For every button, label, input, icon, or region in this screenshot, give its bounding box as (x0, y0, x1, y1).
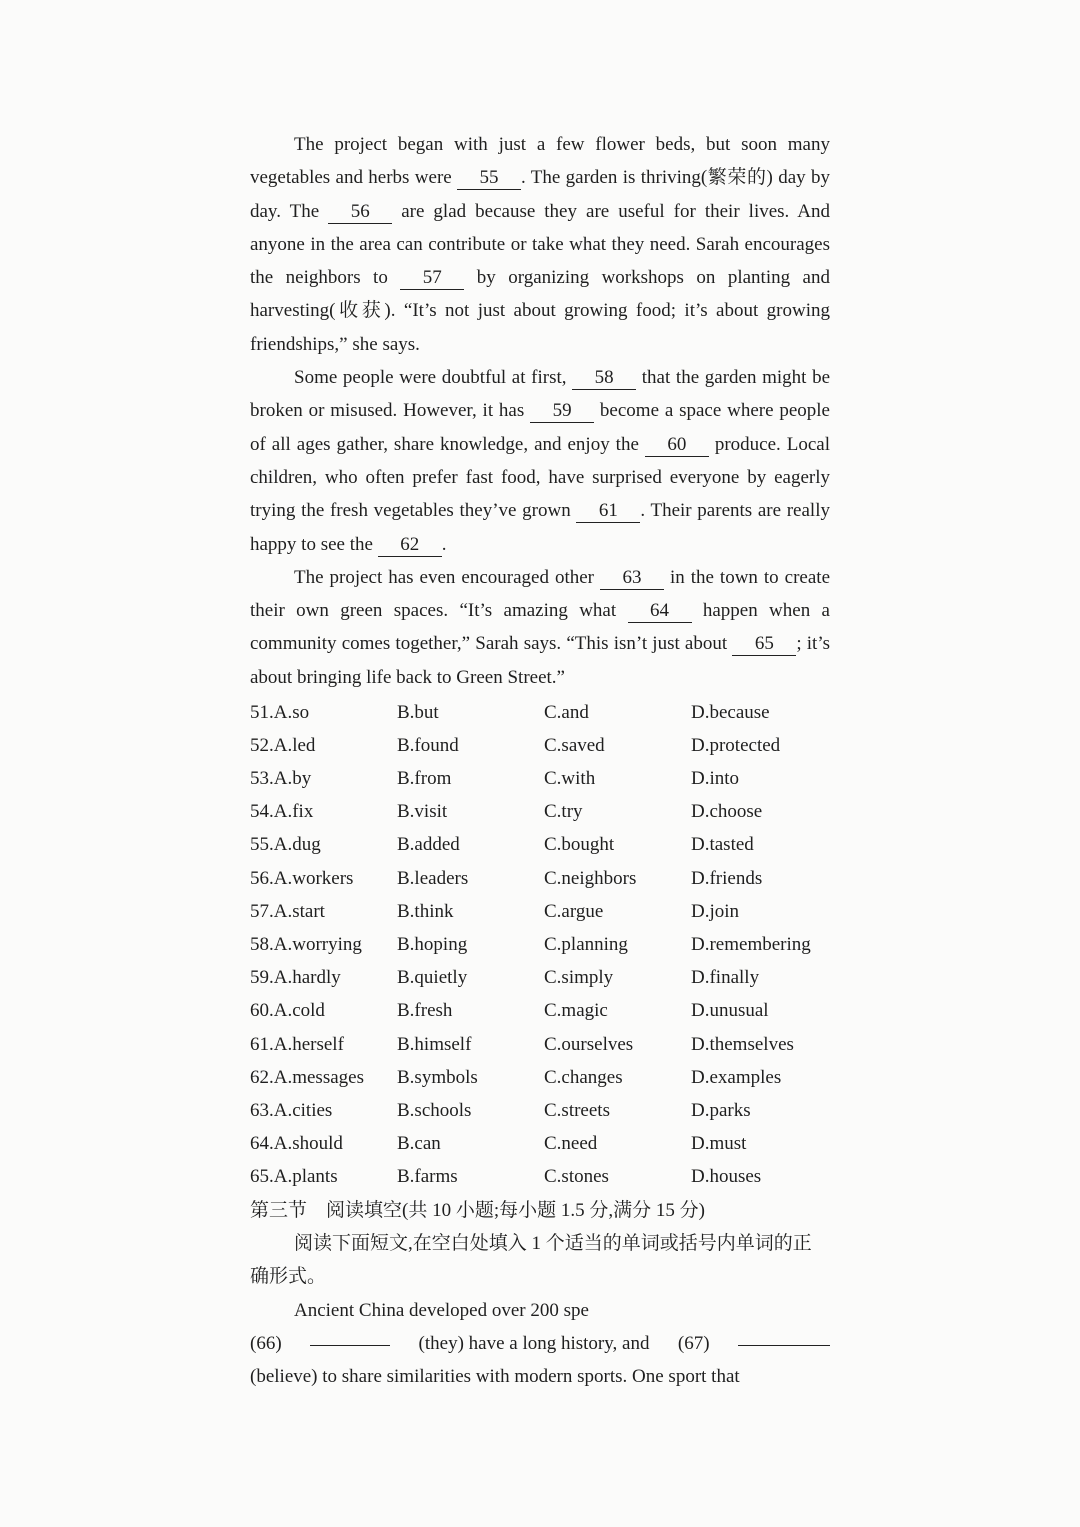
option-choice: D.remembering (691, 933, 811, 955)
option-choice: B.think (397, 900, 454, 922)
option-choice: D.themselves (691, 1033, 794, 1055)
option-choice: D.finally (691, 967, 760, 989)
q66-label: (66) (250, 1333, 282, 1355)
option-row (250, 762, 830, 795)
blank-55[interactable]: 55 (457, 167, 521, 190)
option-choice: D.unusual (691, 1000, 769, 1022)
option-choice: C.saved (544, 734, 605, 756)
passage-text: ; it’s about bringing life back to Green Street.” (250, 633, 830, 688)
option-choice: B.but (397, 701, 439, 723)
option-choice: B.can (397, 1133, 441, 1155)
blank-61[interactable]: 61 (576, 500, 640, 523)
option-choice: 65.A.plants (250, 1166, 338, 1188)
passage-text: produce. Local children, who often prefer fast food, have surprised everyone by eagerly trying the fresh vegetables they’ve grown (250, 433, 830, 522)
option-row (250, 895, 830, 928)
option-choice: D.choose (691, 801, 763, 823)
option-choice: D.join (691, 900, 740, 922)
passage-paragraph (250, 128, 830, 361)
option-choice: C.stones (544, 1166, 609, 1188)
option-choice: C.bought (544, 834, 615, 856)
option-choice: 63.A.cities (250, 1099, 333, 1121)
option-row (250, 696, 830, 729)
option-choice: 56.A.workers (250, 867, 354, 889)
passage-paragraph (250, 561, 830, 694)
option-choice: 54.A.fix (250, 801, 314, 823)
passage-text: by organizing workshops on planting and harvesting(收获). “It’s not just about growing food; it’s about growing friendships,” she says. (250, 267, 830, 355)
blank-64[interactable]: 64 (628, 600, 692, 623)
option-choice: C.neighbors (544, 867, 637, 889)
option-choice: 62.A.messages (250, 1066, 364, 1088)
option-choice: B.found (397, 734, 459, 756)
reading-line-3-text: (believe) to share similarities with modern sports. One sport that (250, 1366, 740, 1388)
blank-57[interactable]: 57 (400, 267, 464, 290)
passage-paragraph (250, 361, 830, 561)
option-choice: D.protected (691, 734, 781, 756)
option-choice: 55.A.dug (250, 834, 321, 856)
options-table (250, 696, 830, 1194)
q67-label: (67) (677, 1333, 710, 1355)
blank-58[interactable]: 58 (572, 367, 636, 390)
option-row (250, 1061, 830, 1094)
option-choice: 51.A.so (250, 701, 310, 723)
option-choice: B.farms (397, 1166, 458, 1188)
exam-page (250, 128, 830, 1394)
option-row (250, 1161, 830, 1194)
q66-blank[interactable] (310, 1327, 390, 1346)
option-choice: D.must (691, 1133, 747, 1155)
option-row (250, 1127, 830, 1160)
option-choice: C.argue (544, 900, 604, 922)
option-choice: D.into (691, 768, 740, 790)
option-choice: 60.A.cold (250, 1000, 325, 1022)
option-choice: C.simply (544, 967, 614, 989)
option-choice: B.added (397, 834, 460, 856)
reading-line-1-text: Ancient China developed over 200 spe (294, 1299, 589, 1321)
option-choice: B.schools (397, 1099, 472, 1121)
section-instruction: 阅读下面短文,在空白处填入 1 个适当的单词或括号内单词的正确形式。 (250, 1233, 812, 1288)
option-choice: D.houses (691, 1166, 762, 1188)
option-choice: C.try (544, 801, 583, 823)
option-choice: C.and (544, 701, 589, 723)
option-choice: B.visit (397, 801, 448, 823)
passage-text: . The garden is thriving(繁荣的) day by day. The (250, 167, 830, 222)
option-row (250, 829, 830, 862)
option-choice: 53.A.by (250, 768, 312, 790)
option-row (250, 995, 830, 1028)
option-row (250, 962, 830, 995)
option-choice: 58.A.worrying (250, 933, 362, 955)
option-choice: 52.A.led (250, 734, 316, 756)
option-choice: C.magic (544, 1000, 608, 1022)
reading-line-2 (250, 1327, 830, 1360)
blank-62[interactable]: 62 (378, 534, 442, 557)
blank-63[interactable]: 63 (600, 567, 664, 590)
option-choice: C.changes (544, 1066, 623, 1088)
option-choice: C.with (544, 768, 596, 790)
passage-text: . Their parents are really happy to see the (250, 500, 830, 555)
option-choice: B.hoping (397, 933, 468, 955)
option-choice: B.fresh (397, 1000, 453, 1022)
passage-text: . (441, 533, 447, 555)
option-choice: C.planning (544, 933, 628, 955)
option-choice: D.because (691, 701, 770, 723)
option-choice: D.friends (691, 867, 763, 889)
q66-hint: (they) have a long history, and (418, 1333, 650, 1355)
option-row (250, 928, 830, 961)
option-choice: B.quietly (397, 967, 468, 989)
option-choice: 59.A.hardly (250, 967, 341, 989)
passage-text: Some people were doubtful at first, (294, 367, 573, 389)
option-choice: B.leaders (397, 867, 469, 889)
option-choice: B.himself (397, 1033, 472, 1055)
option-choice: B.symbols (397, 1066, 478, 1088)
passage-text: become a space where people of all ages gather, share knowledge, and enjoy the (250, 400, 830, 455)
option-row (250, 729, 830, 762)
passage-text: are glad because they are useful for their lives. And anyone in the area can contribute or take what they need. Sarah encourages the neighbors to (250, 200, 830, 289)
option-choice: C.need (544, 1133, 598, 1155)
option-row (250, 1028, 830, 1061)
option-choice: B.from (397, 768, 452, 790)
option-row (250, 1094, 830, 1127)
option-choice: D.examples (691, 1066, 782, 1088)
blank-59[interactable]: 59 (530, 400, 594, 423)
cloze-passage (250, 128, 830, 694)
option-choice: C.streets (544, 1099, 610, 1121)
option-choice: 61.A.herself (250, 1033, 344, 1055)
passage-text: that the garden might be broken or misused. However, it has (250, 367, 831, 422)
blank-56[interactable]: 56 (328, 201, 392, 224)
reading-line-3 (250, 1360, 830, 1393)
q67-blank[interactable] (738, 1327, 830, 1346)
option-choice: 57.A.start (250, 900, 325, 922)
passage-text: The project has even encouraged other (294, 566, 600, 588)
reading-line-1 (250, 1294, 830, 1327)
option-row (250, 862, 830, 895)
passage-text: happen when a community comes together,” Sarah says. “This isn’t just about (250, 600, 830, 655)
option-row (250, 796, 830, 829)
option-choice: D.parks (691, 1099, 751, 1121)
blank-60[interactable]: 60 (645, 434, 709, 457)
passage-text: The project began with just a few flower beds, but soon many vegetables and herbs were (250, 134, 830, 189)
passage-text: in the town to create their own green spaces. “It’s amazing what (250, 566, 831, 622)
option-choice: C.ourselves (544, 1033, 634, 1055)
section-title: 第三节 阅读填空(共 10 小题;每小题 1.5 分,满分 15 分) (250, 1199, 705, 1221)
option-choice: D.tasted (691, 834, 754, 856)
option-choice: 64.A.should (250, 1133, 343, 1155)
blank-65[interactable]: 65 (732, 633, 796, 656)
